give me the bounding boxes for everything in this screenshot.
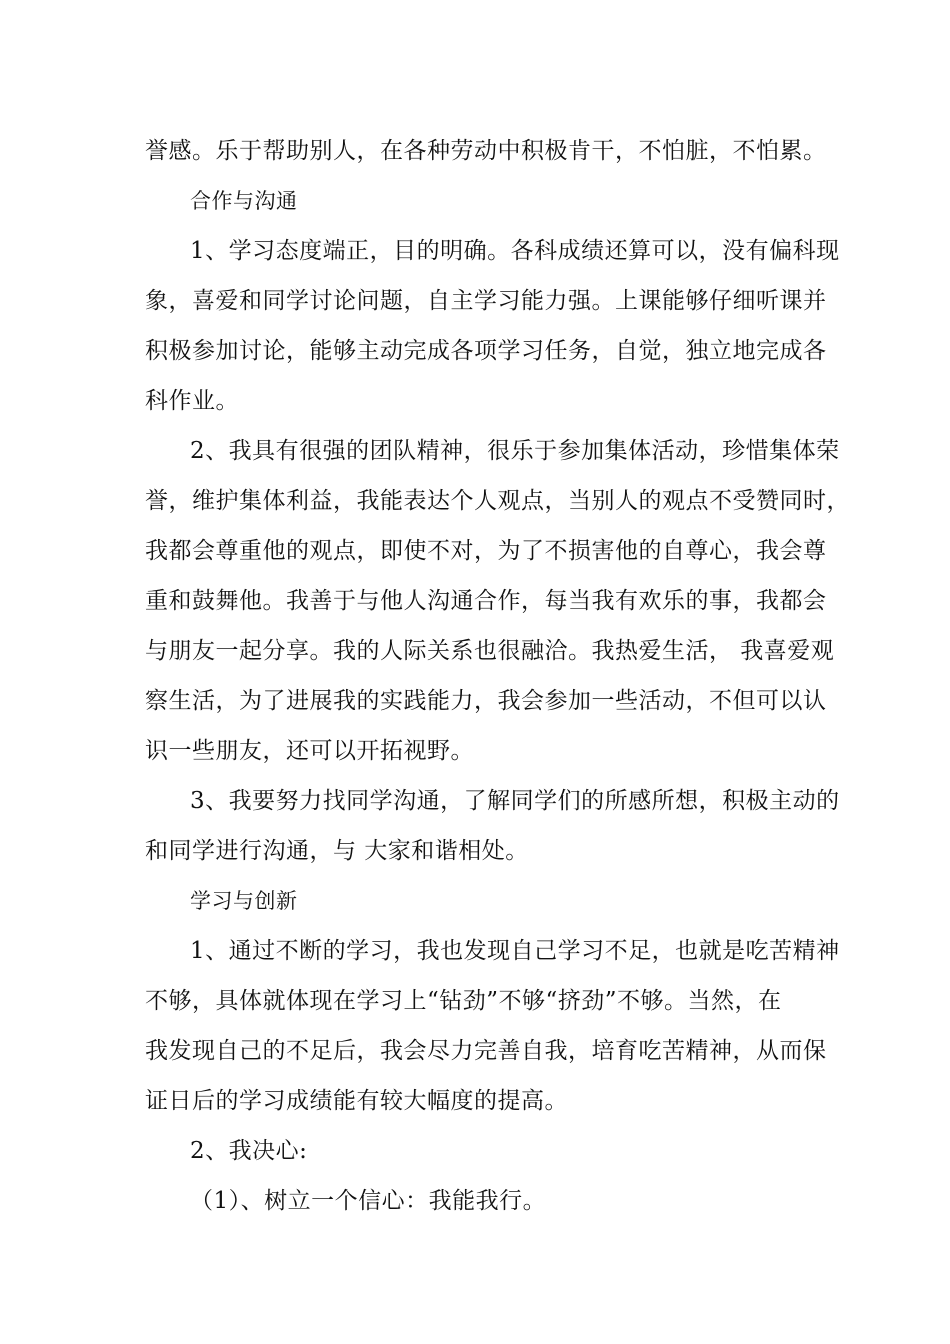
text-line: 2、我决心: xyxy=(190,1138,308,1164)
text-line: 1、学习态度端正，目的明确。各科成绩还算可以，没有偏科现 xyxy=(190,238,840,264)
text-line: 积极参加讨论，能够主动完成各项学习任务，自觉，独立地完成各 xyxy=(145,338,827,364)
text-line: 科作业。 xyxy=(145,388,239,414)
text-line: 证日后的学习成绩能有较大幅度的提高。 xyxy=(145,1088,568,1114)
text-line: 我都会尊重他的观点，即使不对，为了不损害他的自尊心，我会尊 xyxy=(145,538,827,564)
text-line: 与朋友一起分享。我的人际关系也很融洽。我热爱生活， 我喜爱观 xyxy=(145,638,835,664)
text-line: 象，喜爱和同学讨论问题，自主学习能力强。上课能够仔细听课并 xyxy=(145,288,827,314)
text-line: 识一些朋友，还可以开拓视野。 xyxy=(145,738,474,764)
text-line: 重和鼓舞他。我善于与他人沟通合作，每当我有欢乐的事，我都会 xyxy=(145,588,827,614)
text-line: 和同学进行沟通，与 大家和谐相处。 xyxy=(145,838,529,864)
text-line: 我发现自己的不足后，我会尽力完善自我，培育吃苦精神，从而保 xyxy=(145,1038,827,1064)
text-line: 1、通过不断的学习，我也发现自己学习不足，也就是吃苦精神 xyxy=(190,938,840,964)
section-heading-learning: 学习与创新 xyxy=(190,889,298,913)
text-line: 3、我要努力找同学沟通，了解同学们的所感所想，积极主动的 xyxy=(190,788,840,814)
text-line: 不够，具体就体现在学习上“钻劲”不够“挤劲”不够。当然，在 xyxy=(145,988,782,1014)
section-heading-cooperation: 合作与沟通 xyxy=(190,189,298,213)
text-line: 2、我具有很强的团队精神，很乐于参加集体活动，珍惜集体荣 xyxy=(190,438,840,464)
text-line: 誉，维护集体利益，我能表达个人观点，当别人的观点不受赞同时， xyxy=(145,488,850,514)
text-line: 誉感。乐于帮助别人，在各种劳动中积极肯干，不怕脏，不怕累。 xyxy=(145,138,827,164)
text-line: （1）、树立一个信心：我能我行。 xyxy=(190,1188,547,1214)
text-line: 察生活，为了进展我的实践能力，我会参加一些活动，不但可以认 xyxy=(145,688,827,714)
